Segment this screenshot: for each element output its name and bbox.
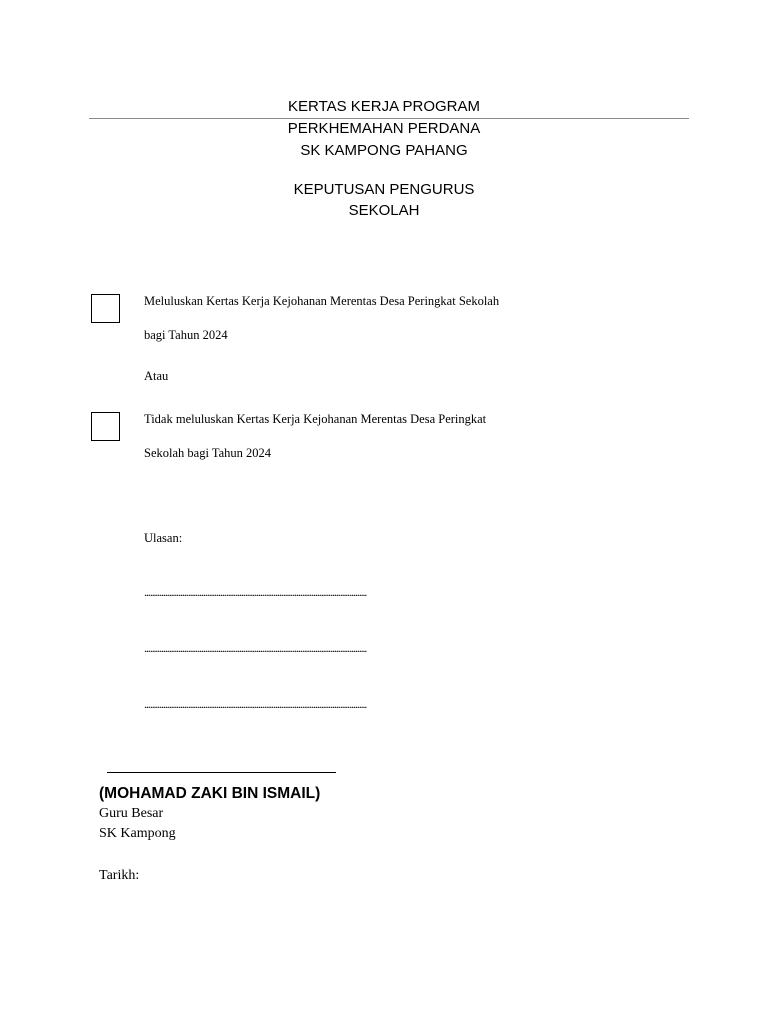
reject-checkbox[interactable]: [91, 412, 120, 441]
reject-text-line-2: Sekolah bagi Tahun 2024: [144, 446, 272, 460]
or-text: Atau: [144, 369, 169, 383]
comment-line-2[interactable]: .....................................................................................................................: [144, 641, 367, 655]
signatory-school: SK Kampong: [99, 826, 176, 841]
comment-line-3[interactable]: .....................................................................................................................: [144, 697, 367, 711]
header-title-line-3: SK KAMPONG PAHANG: [300, 142, 468, 159]
decision-title-line-2: SEKOLAH: [348, 202, 420, 219]
header-rule: [89, 118, 689, 119]
date-label: Tarikh:: [99, 868, 140, 883]
reject-text-line-1: Tidak meluluskan Kertas Kerja Kejohanan Merentas Desa Peringkat: [144, 412, 487, 426]
approve-text-line-1: Meluluskan Kertas Kerja Kejohanan Merentas Desa Peringkat Sekolah: [144, 294, 500, 308]
signature-line: [107, 772, 336, 773]
signatory-position: Guru Besar: [99, 806, 164, 821]
decision-title-line-1: KEPUTUSAN PENGURUS: [293, 181, 475, 198]
header-title-line-1: KERTAS KERJA PROGRAM: [288, 98, 480, 115]
signatory-name: (MOHAMAD ZAKI BIN ISMAIL): [99, 785, 321, 802]
comments-label: Ulasan:: [144, 531, 183, 545]
comment-line-1[interactable]: .....................................................................................................................: [144, 585, 367, 599]
approve-text-line-2: bagi Tahun 2024: [144, 328, 228, 342]
header-title-line-2: PERKHEMAHAN PERDANA: [287, 120, 481, 137]
approve-checkbox[interactable]: [91, 294, 120, 323]
